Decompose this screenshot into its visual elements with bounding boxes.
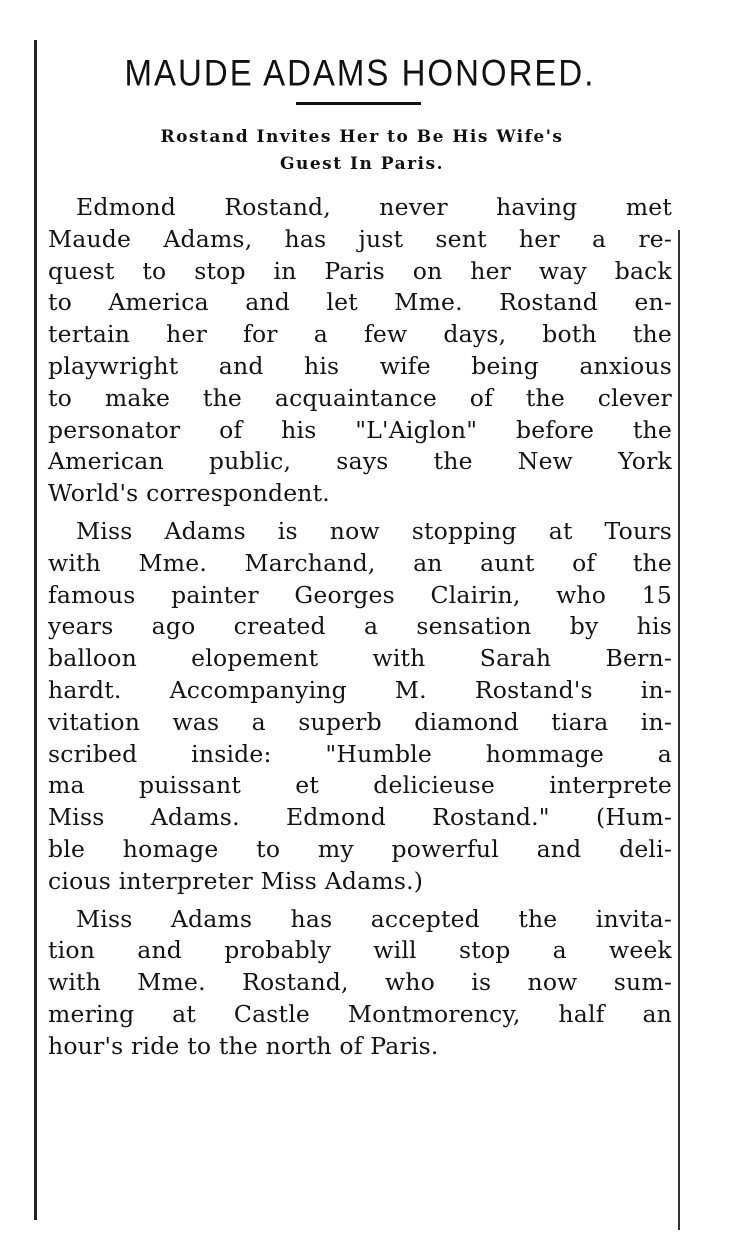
body-line: hour's ride to the north of Paris. — [48, 1031, 439, 1060]
subhead — [44, 124, 680, 178]
body-line: Miss Adams is now stopping at Tours — [76, 516, 672, 545]
article-body — [48, 192, 672, 1063]
body-line: to America and let Mme. Rostand en- — [48, 288, 672, 317]
body-line: with Mme. Marchand, an aunt of the — [48, 548, 672, 577]
body-line: hardt. Accompanying M. Rostand's in- — [48, 675, 672, 704]
headline: MAUDE ADAMS HONORED. — [124, 52, 596, 94]
headline-divider — [296, 102, 421, 105]
body-line: Miss Adams. Edmond Rostand." (Hum- — [48, 803, 672, 832]
body-line: tion and probably will stop a week — [48, 936, 672, 965]
body-line: quest to stop in Paris on her way back — [48, 256, 672, 285]
body-line: Maude Adams, has just sent her a re- — [48, 224, 672, 253]
column-rule-right — [678, 230, 680, 1230]
column-rule-left — [34, 40, 37, 1220]
body-line: World's correspondent. — [48, 479, 330, 508]
body-line: Edmond Rostand, never having met — [76, 193, 672, 221]
body-line: American public, says the New York — [48, 447, 672, 476]
body-line: ma puissant et delicieuse interprete — [48, 771, 672, 800]
body-line: cious interpreter Miss Adams.) — [48, 866, 424, 895]
body-line: ble homage to my powerful and deli- — [48, 834, 672, 863]
subhead-line: Rostand Invites Her to Be His Wife's — [160, 127, 564, 147]
body-line: mering at Castle Montmorency, half an — [48, 999, 672, 1028]
body-line: playwright and his wife being anxious — [48, 351, 672, 380]
body-line: balloon elopement with Sarah Bern- — [48, 644, 672, 673]
body-line: personator of his "L'Aiglon" before the — [48, 415, 672, 444]
subhead-line: Guest In Paris. — [279, 154, 444, 174]
body-line: vitation was a superb diamond tiara in- — [48, 707, 672, 736]
body-line: tertain her for a few days, both the — [48, 320, 672, 349]
body-line: scribed inside: "Humble hommage a — [48, 739, 672, 768]
body-line: famous painter Georges Clairin, who 15 — [48, 580, 672, 609]
body-line: with Mme. Rostand, who is now sum- — [48, 968, 672, 997]
body-line: years ago created a sensation by his — [48, 612, 672, 641]
body-line: to make the acquaintance of the clever — [48, 383, 672, 412]
body-line: Miss Adams has accepted the invita- — [76, 904, 672, 933]
